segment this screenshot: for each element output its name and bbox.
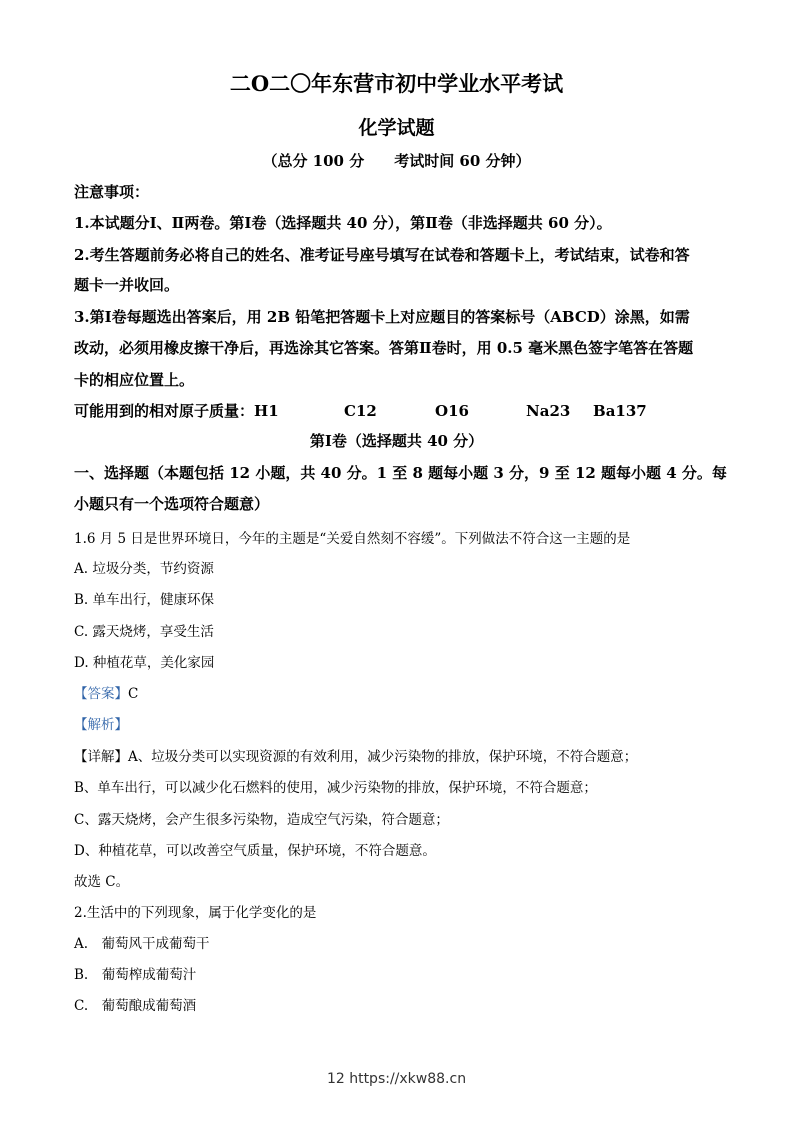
answer-label: 【答案】 [74, 686, 128, 702]
detail-line-2: B、单车出行，可以减少化石燃料的使用，减少污染物的排放，保护环境，不符合题意； [74, 780, 597, 796]
question-1-stem: 1.6 月 5 日是世界环境日，今年的主题是“关爱自然刻不容缓”。下列做法不符合这一主题的是 [74, 531, 631, 547]
detail-line-3: C、露天烧烤，会产生很多污染物，造成空气污染，符合题意； [74, 812, 449, 828]
notice-item-1: 1.本试题分Ⅰ、Ⅱ两卷。第Ⅰ卷（选择题共 40 分），第Ⅱ卷（非选择题共 60 分）。 [74, 214, 612, 232]
notice-heading: 注意事项： [74, 183, 150, 201]
question-1-option-d: D. 种植花草，美化家园 [74, 655, 215, 671]
score-time-info: （总分 100 分 考试时间 60 分钟） [262, 152, 531, 170]
answer-value: C [128, 686, 139, 702]
atomic-mass-label: 可能用到的相对原子质量： [74, 402, 255, 420]
question-1-option-c: C. 露天烧烤，享受生活 [74, 624, 214, 640]
question-1-option-a: A. 垃圾分类，节约资源 [74, 561, 214, 577]
atomic-mass-h: H1 [254, 402, 279, 420]
atomic-mass-c: C12 [344, 402, 377, 420]
atomic-mass-na: Na23 [526, 402, 571, 420]
atomic-mass-o: O16 [435, 402, 469, 420]
question-1-conclusion: 故选 C。 [74, 874, 130, 890]
section-1-title: 第Ⅰ卷（选择题共 40 分） [309, 432, 484, 450]
page-footer: 12 https://xkw88.cn [326, 1071, 467, 1087]
exam-subtitle: 化学试题 [358, 117, 435, 139]
question-1-option-b: B. 单车出行，健康环保 [74, 592, 215, 608]
analysis-label: 【解析】 [74, 717, 128, 733]
question-2-option-b: B. 葡萄榨成葡萄汁 [74, 967, 197, 983]
question-2-option-c: C. 葡萄酿成葡萄酒 [74, 998, 197, 1014]
detail-text-a: A、垃圾分类可以实现资源的有效利用，减少污染物的排放，保护环境，不符合题意； [128, 749, 638, 765]
detail-line-4: D、种植花草，可以改善空气质量，保护环境，不符合题意。 [74, 843, 436, 859]
exam-title: 二O二〇年东营市初中学业水平考试 [229, 71, 564, 96]
notice-item-2-line-2: 题卡一并收回。 [74, 276, 180, 294]
notice-item-3-line-3: 卡的相应位置上。 [74, 371, 195, 389]
question-1-answer [74, 682, 138, 702]
detail-label: 【详解】 [74, 749, 128, 765]
notice-item-2-line-1: 2.考生答题前务必将自己的姓名、准考证号座号填写在试卷和答题卡上，考试结束，试卷和答 [74, 246, 690, 264]
section-1-heading-line-2: 小题只有一个选项符合题意） [74, 495, 270, 513]
detail-line-1 [74, 745, 637, 765]
question-2-stem: 2.生活中的下列现象，属于化学变化的是 [74, 905, 317, 921]
section-1-heading-line-1: 一、选择题（本题包括 12 小题，共 40 分。1 至 8 题每小题 3 分，9 至 12 题每小题 4 分。每 [74, 464, 727, 482]
atomic-mass-ba: Ba137 [593, 402, 647, 420]
notice-item-3-line-2: 改动，必须用橡皮擦干净后，再选涂其它答案。答第Ⅱ卷时，用 0.5 毫米黑色签字笔答在答题 [74, 339, 694, 357]
notice-item-3-line-1: 3.第Ⅰ卷每题选出答案后，用 2B 铅笔把答题卡上对应题目的答案标号（ABCD）涂黑，如需 [74, 308, 690, 326]
question-2-option-a: A. 葡萄风干成葡萄干 [74, 936, 210, 952]
atomic-mass-row [74, 400, 647, 421]
